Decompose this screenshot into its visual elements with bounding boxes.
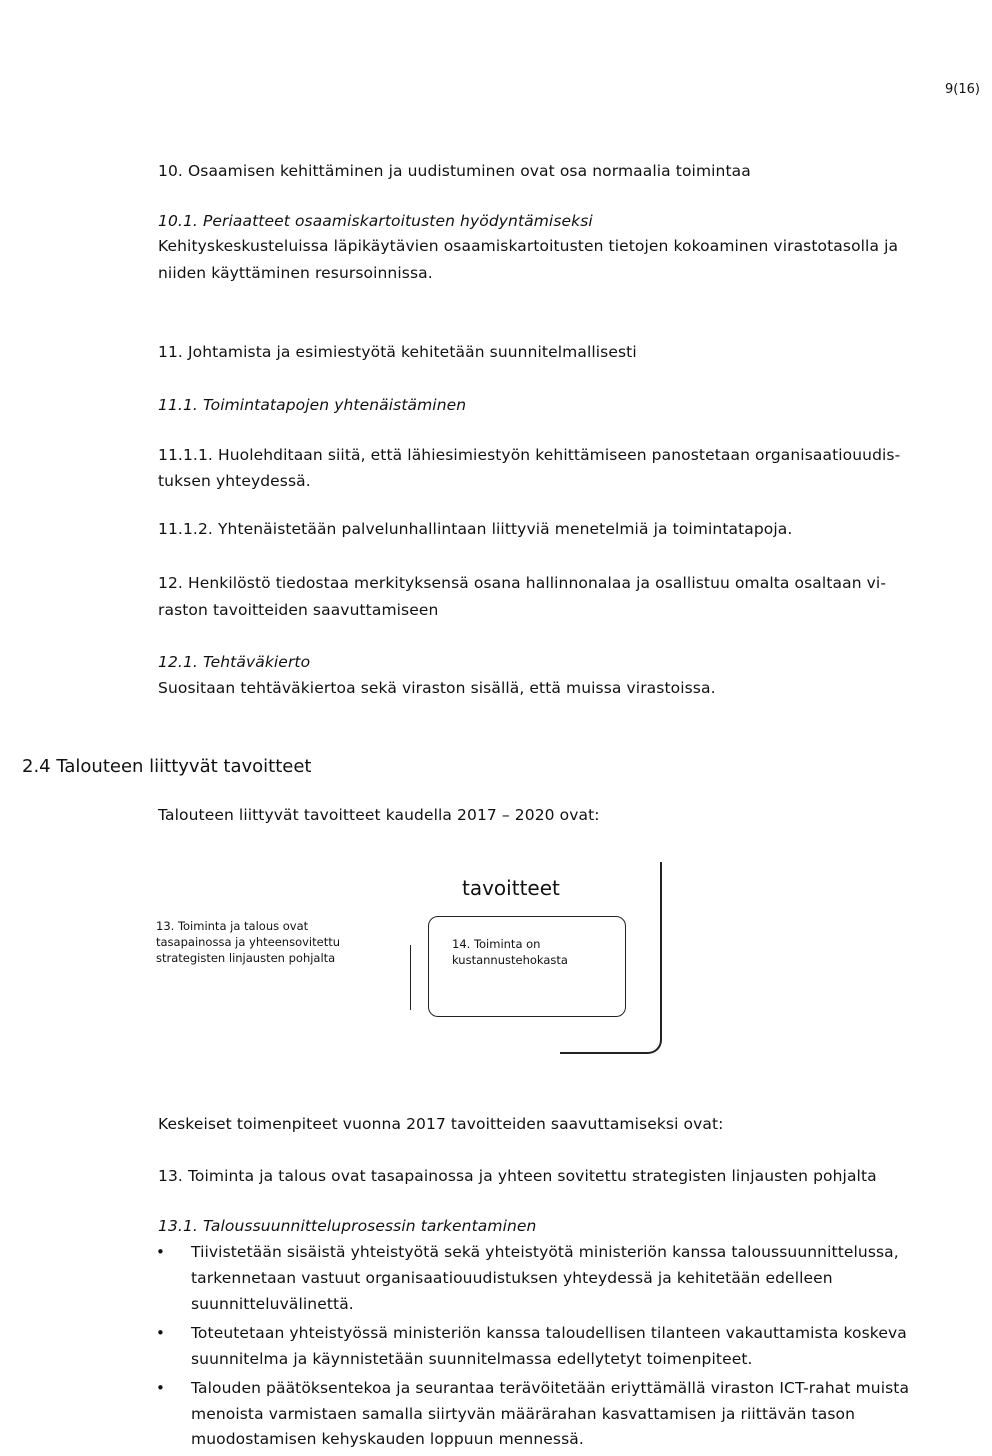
bullet-marker: • bbox=[156, 1243, 165, 1261]
section-2-4-heading: 2.4 Talouteen liittyvät tavoitteet bbox=[22, 756, 312, 777]
section-11-1-2: 11.1.2. Yhtenäistetään palvelunhallintaan liittyviä menetelmiä ja toimintatapoja. bbox=[158, 520, 793, 538]
section-11-heading: 11. Johtamista ja esimiestyötä kehitetään suunnitelmallisesti bbox=[158, 343, 637, 361]
page-number: 9(16) bbox=[945, 82, 980, 97]
actions-heading-13: 13. Toiminta ja talous ovat tasapainossa ja yhteen sovitettu strategisten linjausten pohjalta bbox=[158, 1167, 877, 1185]
section-2-4-intro: Talouteen liittyvät tavoitteet kaudella 2017 – 2020 ovat: bbox=[158, 806, 600, 824]
diagram-goal-14: 14. Toiminta on kustannustehokasta bbox=[452, 937, 568, 967]
section-11-1-subheading: 11.1. Toimintatapojen yhtenäistäminen bbox=[158, 396, 467, 414]
bullet-2-line2: suunnitelma ja käynnistetään suunnitelmassa edellytetyt toimenpiteet. bbox=[191, 1350, 753, 1368]
bullet-3-line1: Talouden päätöksentekoa ja seurantaa terävöitetään eriyttämällä viraston ICT-rahat muista bbox=[191, 1379, 910, 1397]
section-10-1-text-line1: Kehityskeskusteluissa läpikäytävien osaamiskartoitusten tietojen kokoaminen virastotasolla ja bbox=[158, 237, 899, 255]
actions-intro: Keskeiset toimenpiteet vuonna 2017 tavoitteiden saavuttamiseksi ovat: bbox=[158, 1115, 724, 1133]
diagram-goal-13: 13. Toiminta ja talous ovat tasapainossa ja yhteensovitettu strategisten linjausten pohjalta bbox=[156, 919, 341, 965]
section-11-1-1-line2: tuksen yhteydessä. bbox=[158, 472, 311, 490]
diagram-divider-line bbox=[410, 945, 411, 1010]
bullet-3-line2: menoista varmistaen samalla siirtyvän määrärahan kasvattamisen ja riittävän tason bbox=[191, 1405, 856, 1423]
section-10-heading: 10. Osaamisen kehittäminen ja uudistuminen ovat osa normaalia toimintaa bbox=[158, 162, 751, 180]
section-11-1-1-line1: 11.1.1. Huolehditaan siitä, että lähiesimiestyön kehittämiseen panostetaan organisaatiouudis- bbox=[158, 446, 901, 464]
bullet-marker: • bbox=[156, 1324, 165, 1342]
bullet-2-line1: Toteutetaan yhteistyössä ministeriön kanssa taloudellisen tilanteen vakauttamista koskeva bbox=[191, 1324, 907, 1342]
bullet-1-line3: suunnitteluvälinettä. bbox=[191, 1295, 354, 1313]
actions-13-1-subheading: 13.1. Taloussuunnitteluprosessin tarkentaminen bbox=[158, 1217, 537, 1235]
section-12-1-text: Suositaan tehtäväkiertoa sekä viraston sisällä, että muissa virastoissa. bbox=[158, 679, 716, 697]
bullet-1-line1: Tiivistetään sisäistä yhteistyötä sekä yhteistyötä ministeriön kanssa taloussuunnittelussa, bbox=[191, 1243, 899, 1261]
section-10-1-text-line2: niiden käyttäminen resursoinnissa. bbox=[158, 264, 433, 282]
bullet-1-line2: tarkennetaan vastuut organisaatiouudistuksen yhteydessä ja kehitetään edelleen bbox=[191, 1269, 833, 1287]
bullet-3-line3: muodostamisen kehyskauden loppuun mennessä. bbox=[191, 1430, 584, 1448]
section-12-1-subheading: 12.1. Tehtäväkierto bbox=[158, 653, 311, 671]
diagram-title: tavoitteet bbox=[462, 876, 560, 900]
section-12-heading-line1: 12. Henkilöstö tiedostaa merkityksensä osana hallinnonalaa ja osallistuu omalta osaltaan vi- bbox=[158, 574, 887, 592]
section-12-heading-line2: raston tavoitteiden saavuttamiseen bbox=[158, 601, 439, 619]
bullet-marker: • bbox=[156, 1379, 165, 1397]
section-10-1-subheading: 10.1. Periaatteet osaamiskartoitusten hyödyntämiseksi bbox=[158, 212, 593, 230]
